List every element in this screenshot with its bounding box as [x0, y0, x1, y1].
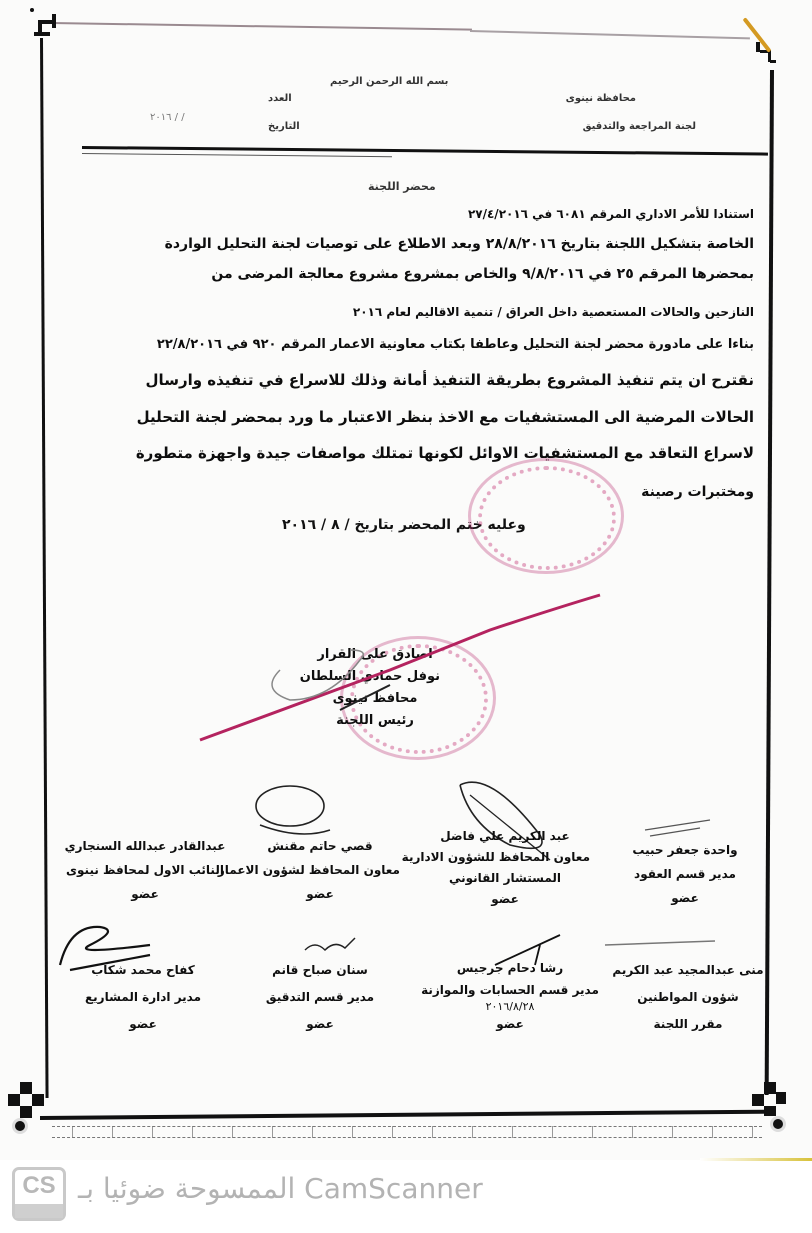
signatory-title-2: المستشار القانوني	[448, 871, 561, 885]
signatory-2-2	[420, 957, 600, 1035]
signatory-1-4	[60, 834, 230, 906]
body-line-1: استنادا للأمر الاداري المرقم ٦٠٨١ في ٢٧/٤/٢٠١٦	[467, 207, 754, 221]
signatory-role: عضو	[671, 891, 699, 905]
chairman-name: نوفل حمادي السلطان	[299, 669, 440, 684]
frame-bottom-ruler	[52, 1126, 762, 1138]
frame-bottom-border	[40, 1110, 775, 1120]
signatory-title: معاون المحافظ لشؤون الاعمار	[217, 863, 400, 877]
signatory-title: مدير قسم العقود	[634, 867, 736, 881]
body-line-9: ومختبرات رصينة	[641, 484, 754, 500]
signatory-title: معاون المحافظ للشؤون الادارية	[401, 850, 590, 864]
signatory-name: كفاح محمد شكاب	[91, 963, 195, 977]
signatory-title: النائب الاول لمحافظ نينوى	[66, 863, 224, 877]
signature-wahida-icon	[640, 800, 720, 840]
scan-edge-mark	[700, 1158, 812, 1161]
document-title: محضر اللجنة	[368, 180, 436, 193]
camscanner-logo-icon: CS	[12, 1167, 66, 1221]
signatory-title: مدير ادارة المشاريع	[84, 990, 202, 1004]
body-line-6: نقترح ان يتم تنفيذ المشروع بطريقة التنفيذ أمانة وذلك للاسراع في تنفيذه وارسال	[145, 371, 754, 389]
signatory-name: رشا دحام جرجيس	[456, 961, 564, 975]
signatory-date: ٢٠١٦/٨/٢٨	[485, 1000, 535, 1013]
header-divider-thin	[82, 153, 392, 157]
closing-line: وعليه ختم المحضر بتاريخ / ٨ / ٢٠١٦	[282, 517, 526, 533]
signatory-1-3	[217, 834, 400, 906]
signatory-role: عضو	[496, 1017, 524, 1031]
corner-ornament-top-left-icon	[30, 8, 60, 42]
signatory-2-4	[68, 957, 218, 1038]
signatory-title: مدير قسم التدقيق	[265, 990, 375, 1004]
org-name: محافظة نينوى	[565, 93, 636, 104]
chairman-approval: اصادق على القرار	[317, 647, 433, 662]
signatory-1-1	[610, 838, 760, 910]
signatory-name: سنان صباح قانم	[272, 963, 368, 977]
body-line-3: بمحضرها المرقم ٢٥ في ٩/٨/٢٠١٦ والخاص بمشروع مشروع معالجة المرضى من	[211, 266, 754, 282]
signatory-title: شؤون المواطنين	[637, 990, 739, 1004]
chairman-role: رئيس اللجنة	[336, 713, 414, 728]
signatory-name: قصي حاتم مقنش	[267, 839, 373, 853]
frame-right-border	[765, 70, 774, 1095]
corner-ornament-bottom-right-icon	[752, 1082, 798, 1134]
corner-ornament-bottom-left-icon	[6, 1082, 52, 1134]
number-label: العدد	[268, 93, 292, 104]
frame-top-border-right	[470, 30, 750, 39]
org-department: لجنة المراجعة والتدقيق	[582, 121, 696, 132]
signatory-role: عضو	[306, 1017, 334, 1031]
chairman-signature-icon	[190, 590, 610, 750]
body-line-5: بناءا على مادورة محضر لجنة التحليل وعاطفا بكتاب معاونية الاعمار المرقم ٩٢٠ في ٢٢/٨/٢٠١٦	[156, 337, 754, 352]
camscanner-caption: الممسوحة ضوئيا بـ CamScanner	[78, 1172, 483, 1205]
signature-qusay-icon	[250, 780, 340, 840]
chairman-position: محافظ نينوى	[332, 691, 418, 706]
frame-top-border	[52, 22, 472, 31]
signatory-2-1	[598, 957, 778, 1038]
date-label: التاريخ	[268, 121, 300, 132]
basmala: بسم الله الرحمن الرحيم	[330, 76, 449, 87]
signatory-role: عضو	[129, 1017, 157, 1031]
date-value: / / ٢٠١٦	[150, 112, 185, 123]
body-line-4: النازحين والحالات المستعصية داخل العراق / تنمية الاقاليم لعام ٢٠١٦	[352, 305, 754, 319]
signature-sinan-icon	[300, 930, 360, 960]
signatory-2-3	[240, 957, 400, 1038]
signatory-name: عبدالقادر عبدالله السنجاري	[64, 839, 226, 853]
signatory-role: عضو	[306, 887, 334, 901]
signatory-title: مدير قسم الحسابات والموازنة	[421, 983, 599, 997]
signatory-1-2	[401, 826, 590, 910]
signatory-name: واحدة جعفر حبيب	[632, 843, 738, 857]
signatory-role: مقرر اللجنة	[653, 1017, 723, 1031]
signature-muna-icon	[600, 935, 720, 955]
stamp-wreath-icon	[478, 466, 616, 570]
signatory-role: عضو	[131, 887, 159, 901]
signatory-name: منى عبدالمجيد عبد الكريم	[612, 963, 764, 977]
body-line-2: الخاصة بتشكيل اللجنة بتاريخ ٢٨/٨/٢٠١٦ وبعد الاطلاع على توصيات لجنة التحليل الواردة	[164, 236, 754, 252]
frame-left-border	[40, 38, 49, 1098]
body-line-8: لاسراع التعاقد مع المستشفيات الاوائل لكونها تمتلك مواصفات جيدة واجهزة متطورة	[135, 444, 754, 462]
signatory-name: عبد الكريم علي فاضل	[440, 829, 570, 843]
body-line-7: الحالات المرضية الى المستشفيات مع الاخذ بنظر الاعتبار ما ورد بمحضر لجنة التحليل	[136, 408, 754, 426]
signatory-role: عضو	[491, 892, 519, 906]
